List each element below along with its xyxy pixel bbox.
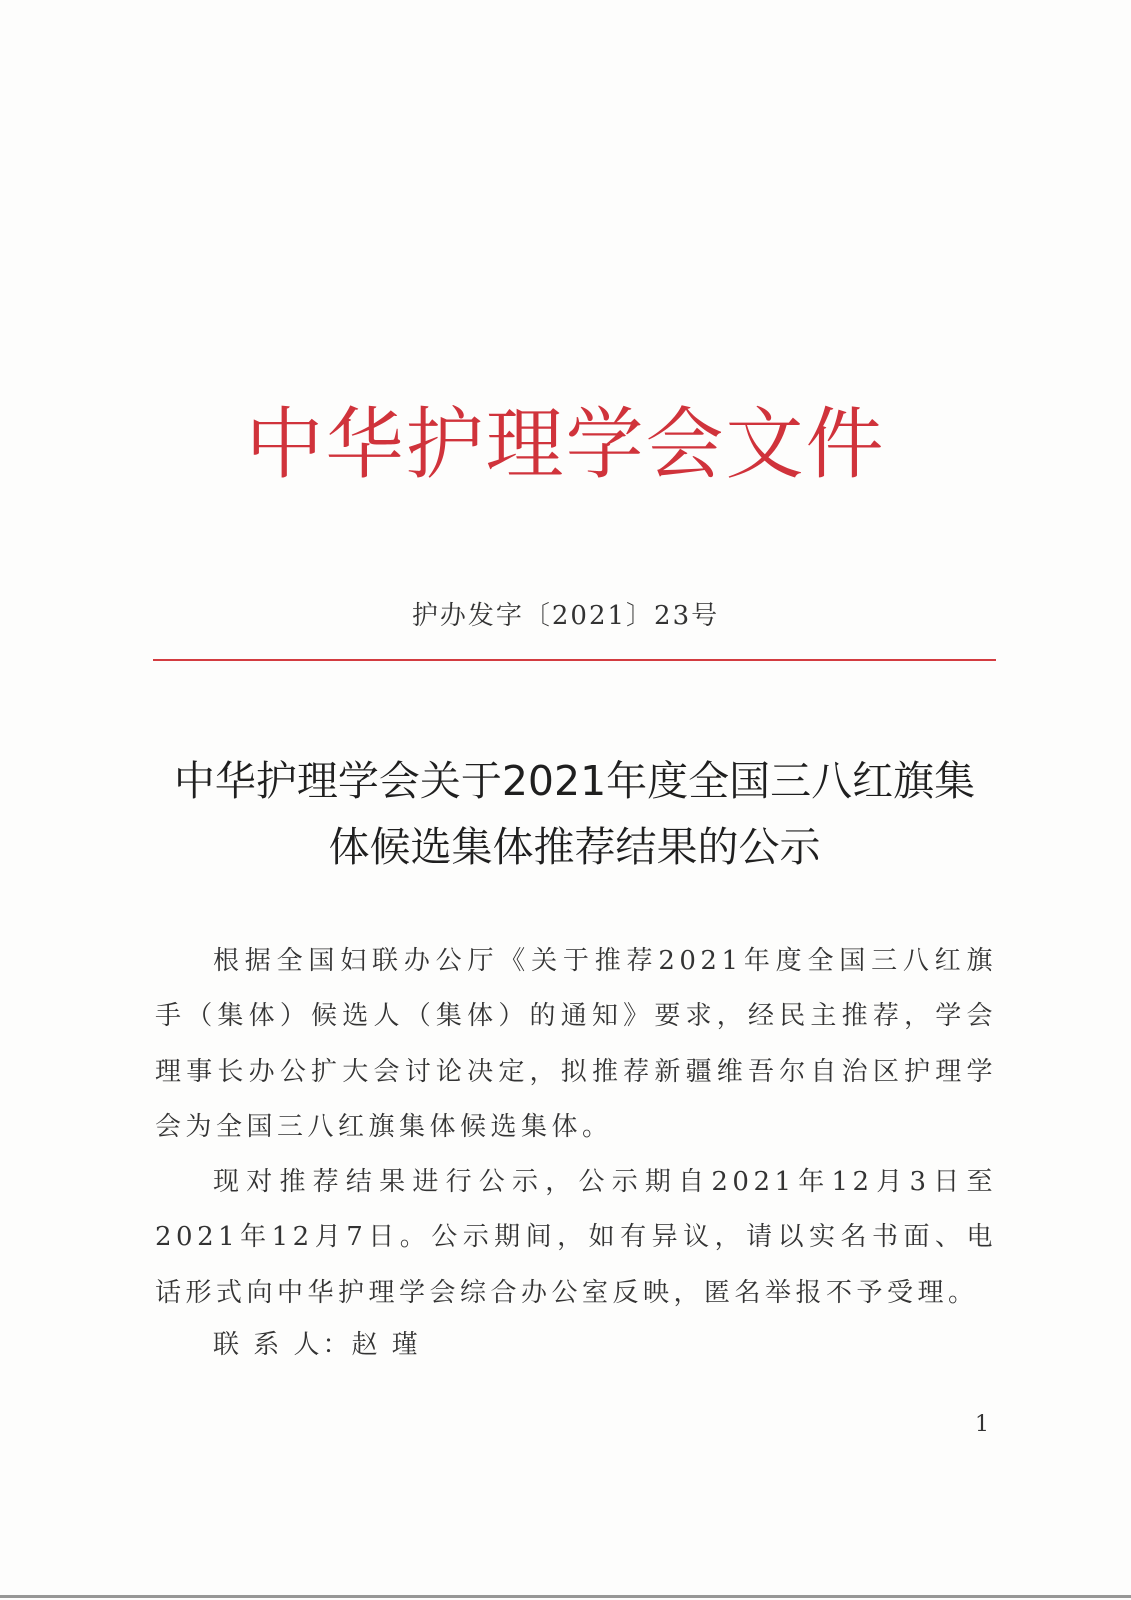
contact-label: 联 系 人： (213, 1330, 352, 1360)
document-number: 护办发字〔2021〕23号 (411, 601, 720, 631)
notice-title (153, 748, 996, 880)
contact-name: 赵 瑾 (351, 1330, 421, 1360)
scan-bottom-edge (0, 1595, 1131, 1598)
contact-line (213, 1325, 421, 1365)
notice-body (155, 934, 997, 1321)
page-number: 1 (975, 1412, 989, 1437)
notice-title-line-1: 中华护理学会关于2021年度全国三八红旗集 (173, 757, 976, 805)
body-paragraph: 根据全国妇联办公厅《关于推荐2021年度全国三八红旗手（集体）候选人（集体）的通知》要求，经民主推荐，学会理事长办公扩大会讨论决定，拟推荐新疆维吾尔自治区护理学会为全国三八红旗集体候选集体。 (155, 946, 997, 1142)
masthead-title: 中华护理学会文件 (245, 400, 886, 490)
red-divider-rule (153, 659, 996, 661)
body-paragraph: 现对推荐结果进行公示，公示期自2021年12月3日至2021年12月7日。公示期间，如有异议，请以实名书面、电话形式向中华护理学会综合办公室反映，匿名举报不予受理。 (155, 1167, 997, 1308)
notice-title-line-2: 体候选集体推荐结果的公示 (328, 823, 821, 871)
